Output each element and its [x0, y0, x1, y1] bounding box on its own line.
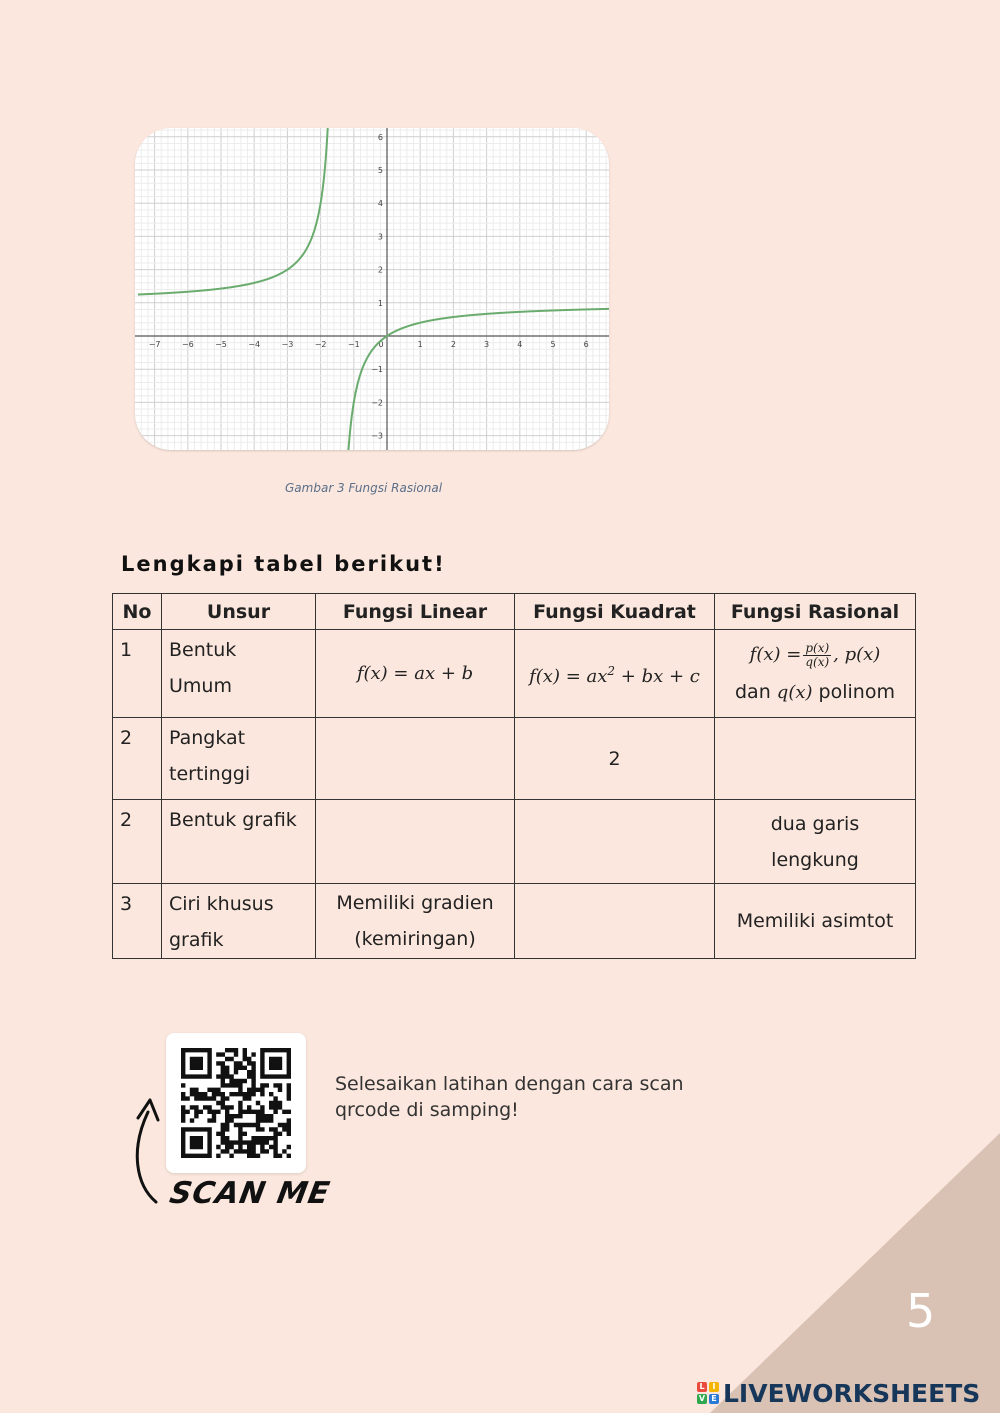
header-fungsi-rasional: Fungsi Rasional — [715, 594, 916, 630]
cell-linear[interactable] — [316, 884, 515, 959]
rasional-line: lengkung — [771, 848, 859, 871]
header-fungsi-linear: Fungsi Linear — [316, 594, 515, 630]
cell-rasional[interactable]: Memiliki asimtot — [715, 884, 916, 959]
page-number: 5 — [906, 1284, 936, 1338]
watermark-text: LIVEWORKSHEETS — [723, 1378, 981, 1408]
logo-letter: V — [698, 1394, 706, 1403]
unsur-line: Pangkat — [169, 727, 246, 749]
rational-line2-a: dan — [735, 680, 777, 703]
logo-letter: E — [709, 1394, 719, 1404]
x-tick-label: 3 — [484, 340, 490, 349]
x-tick-label: 6 — [583, 340, 589, 349]
rational-line2-math: q(x) — [776, 681, 813, 703]
liveworksheets-logo-icon — [697, 1382, 719, 1404]
logo-letter: L — [697, 1382, 707, 1392]
table-header-row — [113, 594, 916, 630]
cell-kuadrat[interactable] — [515, 630, 715, 718]
cell-kuadrat-input[interactable] — [515, 884, 715, 959]
linear-line: Memiliki gradien — [336, 892, 494, 914]
header-unsur: Unsur — [162, 594, 316, 630]
y-tick-label: 4 — [377, 199, 383, 209]
comparison-table — [112, 593, 916, 959]
y-tick-label: −3 — [371, 431, 383, 441]
curved-arrow-icon — [128, 1090, 168, 1205]
cell-rasional[interactable] — [715, 630, 916, 718]
header-fungsi-kuadrat: Fungsi Kuadrat — [515, 594, 715, 630]
row-no: 2 — [113, 800, 162, 884]
linear-line: (kemiringan) — [354, 928, 476, 950]
row-unsur — [162, 718, 316, 800]
header-no: No — [113, 594, 162, 630]
linear-formula: f(x) = ax + b — [356, 663, 474, 684]
quadratic-exponent: 2 — [607, 663, 616, 678]
fraction-numerator: p(x) — [805, 640, 830, 655]
unsur-line: Ciri khusus — [169, 893, 274, 915]
row-unsur — [162, 884, 316, 959]
y-tick-label: 1 — [377, 298, 383, 308]
table-row — [113, 884, 916, 959]
x-tick-label: 4 — [517, 340, 523, 349]
x-tick-label: 5 — [550, 340, 556, 349]
row-no: 3 — [113, 884, 162, 959]
row-no: 2 — [113, 718, 162, 800]
cell-linear[interactable] — [316, 630, 515, 718]
rational-lhs: f(x) = — [749, 644, 802, 666]
y-tick-label: −2 — [371, 398, 383, 408]
fraction-denominator: q(x) — [805, 654, 830, 669]
table-heading: Lengkapi tabel berikut! — [121, 552, 446, 576]
quadratic-formula — [529, 663, 700, 687]
logo-letter: I — [709, 1382, 719, 1392]
row-unsur — [162, 630, 316, 718]
rational-function-graph — [135, 128, 609, 450]
unsur-line: Bentuk — [169, 639, 237, 661]
scan-me-label: SCAN ME — [166, 1176, 333, 1211]
qr-code[interactable] — [166, 1033, 306, 1173]
unsur-line: tertinggi — [169, 763, 251, 785]
y-tick-label: 2 — [377, 265, 383, 275]
quadratic-formula-base: f(x) = ax — [529, 665, 608, 687]
cell-rasional[interactable] — [715, 800, 916, 884]
x-tick-label: −4 — [248, 340, 261, 349]
y-tick-label: 3 — [377, 232, 383, 242]
x-tick-label: 2 — [450, 340, 456, 349]
x-tick-label: −3 — [281, 340, 294, 349]
cell-linear-input[interactable] — [316, 718, 515, 800]
scan-instruction: Selesaikan latihan dengan cara scan qrcode di samping! — [335, 1073, 684, 1121]
cell-kuadrat[interactable]: 2 — [515, 718, 715, 800]
table-row — [113, 800, 916, 884]
corner-triangle — [710, 1133, 1000, 1413]
qr-code-icon — [181, 1048, 291, 1158]
row-no: 1 — [113, 630, 162, 718]
table-row — [113, 718, 916, 800]
x-tick-label: −7 — [148, 340, 161, 349]
graph-plot — [135, 128, 609, 450]
cell-linear-input[interactable] — [316, 800, 515, 884]
cell-rasional-input[interactable] — [715, 718, 916, 800]
liveworksheets-watermark — [697, 1377, 980, 1409]
x-tick-label: −1 — [347, 340, 360, 349]
x-tick-label: −5 — [215, 340, 227, 349]
x-tick-label: 0 — [378, 340, 384, 349]
y-tick-label: 6 — [377, 132, 383, 142]
cell-kuadrat-input[interactable] — [515, 800, 715, 884]
table-row — [113, 630, 916, 718]
row-unsur: Bentuk grafik — [162, 800, 316, 884]
rational-fraction — [803, 642, 831, 669]
y-tick-label: −1 — [371, 365, 383, 375]
y-tick-label: 5 — [377, 166, 383, 175]
quadratic-formula-rest: + bx + c — [615, 665, 700, 687]
figure-caption: Gambar 3 Fungsi Rasional — [285, 481, 443, 495]
rasional-line: dua garis — [770, 812, 860, 835]
rational-formula — [749, 640, 881, 669]
x-tick-label: −6 — [181, 340, 194, 349]
x-tick-label: 1 — [417, 340, 423, 349]
unsur-line: Umum — [169, 675, 232, 697]
rational-line2-b: polinom — [812, 680, 895, 703]
unsur-line: grafik — [169, 929, 224, 951]
rational-after: , p(x) — [833, 644, 881, 666]
x-tick-label: −2 — [314, 340, 327, 349]
